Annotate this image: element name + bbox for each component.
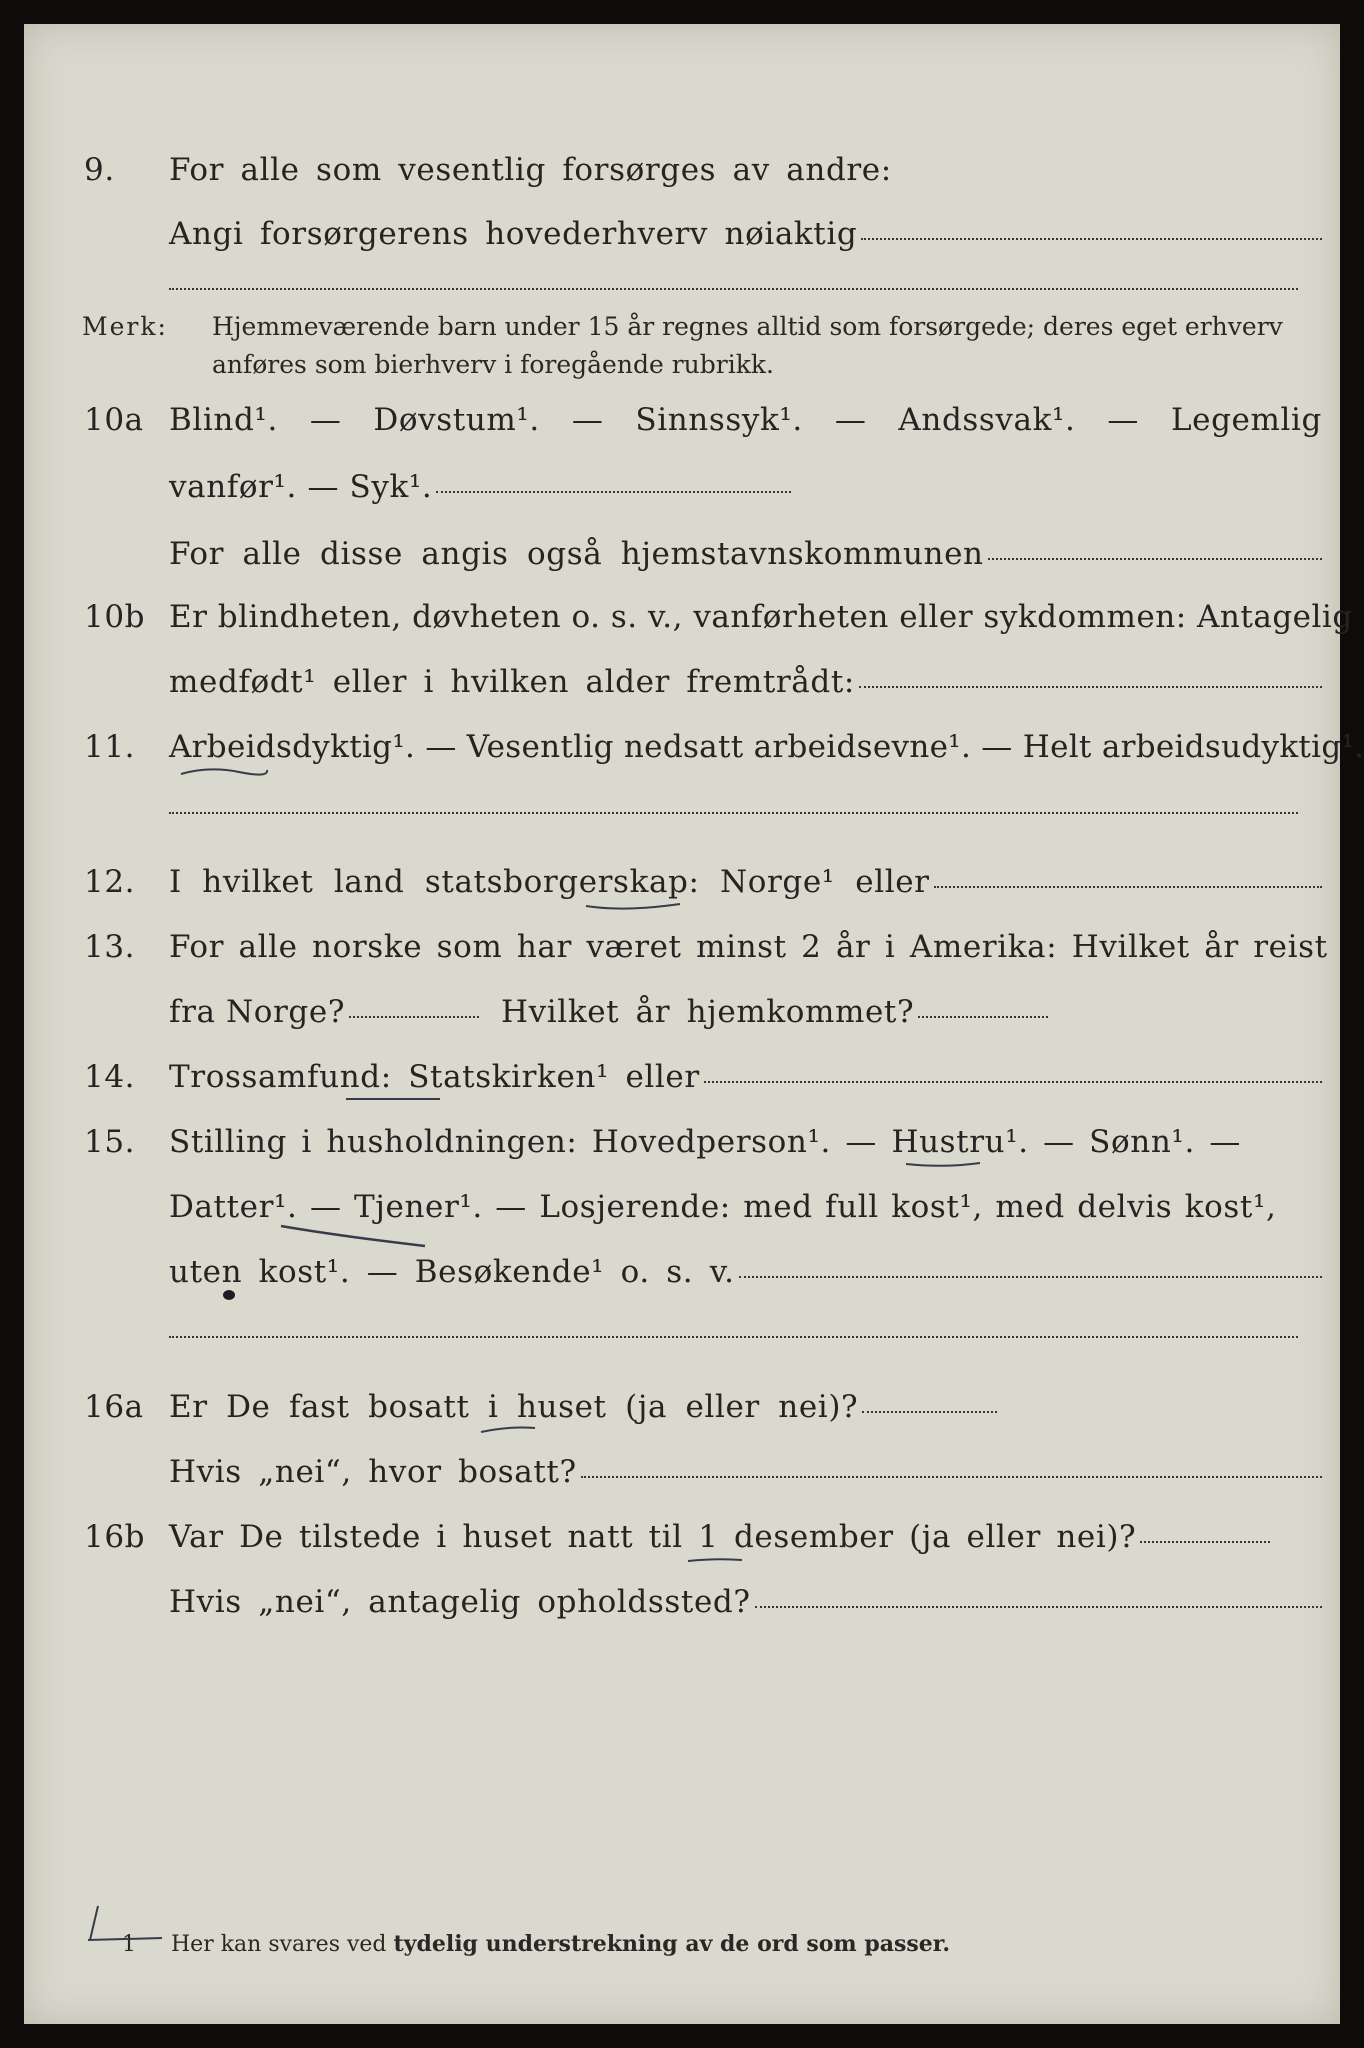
- answer-line-syk[interactable]: [436, 491, 791, 493]
- census-form-page: [24, 24, 1364, 2024]
- pen-underline-sonn: [904, 1158, 984, 1172]
- merk-body: [212, 308, 1300, 384]
- question-10a-home-prompt: For alle disse angis også hjemstavnskommunen: [169, 536, 984, 572]
- question-10b-prompt: medfødt¹ eller i hvilken alder fremtrådt:: [169, 664, 855, 700]
- answer-line-present[interactable]: [1140, 1541, 1270, 1543]
- dash: —: [571, 402, 604, 438]
- question-15-number: 15.: [84, 1124, 136, 1160]
- answer-line-resident[interactable]: [862, 1411, 997, 1413]
- question-16b-prompt: Hvis „nei“, antagelig opholdssted?: [169, 1584, 751, 1620]
- option-andssvak[interactable]: Andssvak¹.: [898, 402, 1076, 438]
- answer-line-departure-year[interactable]: [349, 1016, 479, 1018]
- question-10a-options: [169, 402, 1322, 438]
- answer-line-religion[interactable]: [704, 1081, 1322, 1083]
- footnote-mark: 1: [122, 1932, 136, 1957]
- question-16b-text: Var De tilstede i huset natt til 1 desember (ja eller nei)?: [169, 1519, 1137, 1555]
- answer-line-residence[interactable]: [581, 1476, 1322, 1478]
- footnote: [122, 1931, 950, 1957]
- question-13-return-prompt: Hvilket år hjemkommet?: [501, 994, 915, 1030]
- merk-label: Merk:: [82, 312, 168, 341]
- question-13-departure-prompt: fra Norge?: [169, 994, 346, 1030]
- pen-underline-tjener: [279, 1222, 429, 1252]
- answer-line-9-continuation[interactable]: [169, 288, 1298, 290]
- question-9-number: 9.: [84, 152, 115, 188]
- dash: —: [834, 402, 867, 438]
- answer-line-onset-age[interactable]: [859, 686, 1322, 688]
- option-dovstum[interactable]: Døvstum¹.: [373, 402, 540, 438]
- question-16a-text: Er De fast bosatt i huset (ja eller nei)?: [169, 1389, 859, 1425]
- question-10b-text: Er blindheten, døvheten o. s. v., vanførheten eller sykdommen: Antagelig: [169, 599, 1353, 635]
- answer-line-return-year[interactable]: [918, 1016, 1048, 1018]
- merk-text-line-2: anføres som bierhverv i foregående rubrikk.: [212, 350, 774, 379]
- answer-line-household-position[interactable]: [739, 1276, 1322, 1278]
- footnote-emphasis: tydelig understrekning av de ord som passer.: [393, 1931, 951, 1957]
- question-13-number: 13.: [84, 929, 136, 965]
- question-15-text-3[interactable]: uten kost¹. — Besøkende¹ o. s. v.: [169, 1254, 735, 1290]
- question-16b-number: 16b: [84, 1519, 146, 1555]
- question-13-text: For alle norske som har været minst 2 år i Amerika: Hvilket år reist: [169, 929, 1328, 965]
- question-9-text: For alle som vesentlig forsørges av andre:: [169, 152, 892, 188]
- answer-line-home-municipality[interactable]: [988, 558, 1322, 560]
- pen-underline-arbeidsdyktig: [179, 762, 269, 782]
- answer-line-main-occupation[interactable]: [861, 238, 1322, 240]
- answer-line-whereabouts[interactable]: [755, 1606, 1322, 1608]
- question-14-number: 14.: [84, 1059, 136, 1095]
- footnote-text: Her kan svares ved: [171, 1932, 387, 1957]
- question-15-text-1[interactable]: Stilling i husholdningen: Hovedperson¹. — Hustru¹. — Sønn¹. —: [169, 1124, 1241, 1160]
- question-9-prompt: Angi forsørgerens hovederhverv nøiaktig: [169, 216, 858, 252]
- dash: —: [1107, 402, 1140, 438]
- question-10b-number: 10b: [84, 599, 146, 635]
- question-10a-number: 10a: [84, 402, 144, 438]
- question-11-number: 11.: [84, 729, 136, 765]
- question-15-text-2[interactable]: Datter¹. — Tjener¹. — Losjerende: med full kost¹, med delvis kost¹,: [169, 1189, 1277, 1225]
- question-16a-prompt: Hvis „nei“, hvor bosatt?: [169, 1454, 577, 1490]
- option-sinnssyk[interactable]: Sinnssyk¹.: [635, 402, 803, 438]
- option-vanfor-syk[interactable]: vanfør¹. — Syk¹.: [169, 469, 433, 505]
- option-legemlig[interactable]: Legemlig: [1170, 402, 1322, 438]
- question-12-text: I hvilket land statsborgerskap: Norge¹ eller: [169, 864, 930, 900]
- question-11-options[interactable]: Arbeidsdyktig¹. — Vesentlig nedsatt arbeidsevne¹. — Helt arbeidsudyktig¹.: [169, 729, 1364, 765]
- dash: —: [309, 402, 342, 438]
- option-blind[interactable]: Blind¹.: [169, 402, 278, 438]
- answer-line-15-continuation[interactable]: [169, 1336, 1298, 1338]
- question-14-text: Trossamfund: Statskirken¹ eller: [169, 1059, 700, 1095]
- answer-line-11-continuation[interactable]: [169, 812, 1298, 814]
- question-16a-number: 16a: [84, 1389, 144, 1425]
- merk-text-line-1: Hjemmeværende barn under 15 år regnes alltid som forsørgede; deres eget erhverv: [212, 312, 1283, 341]
- answer-line-citizenship[interactable]: [934, 886, 1322, 888]
- question-12-number: 12.: [84, 864, 136, 900]
